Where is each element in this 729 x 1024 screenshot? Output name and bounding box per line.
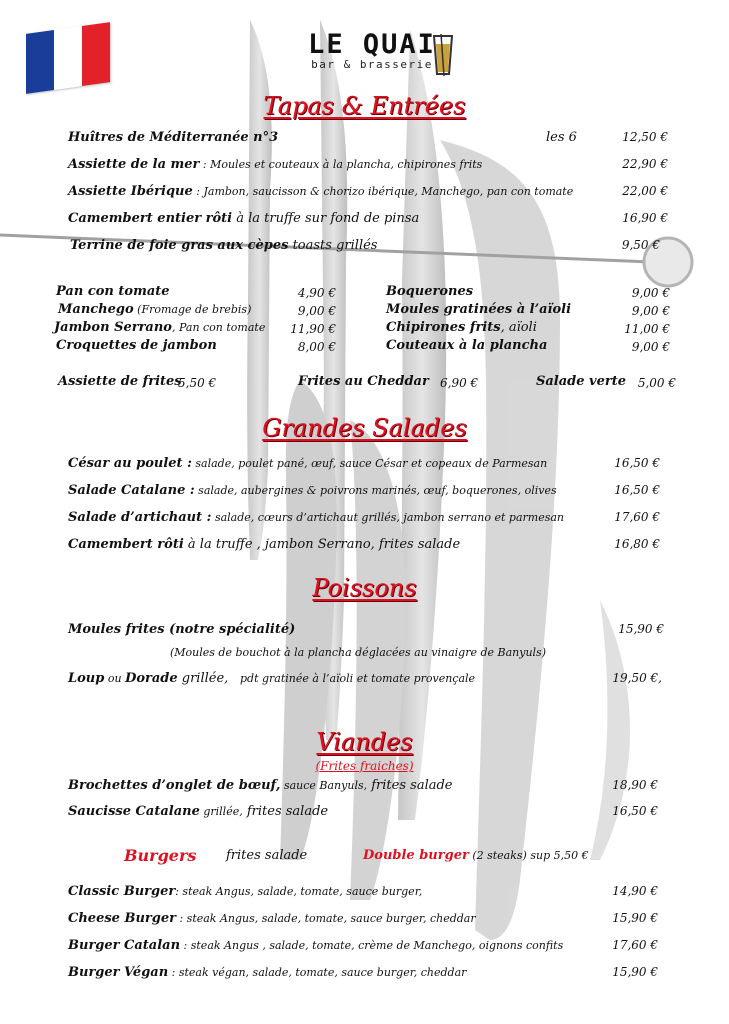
item-name: Camembert entier rôti	[68, 211, 233, 226]
item-desc: grillée,	[199, 805, 243, 818]
item-note: , aïoli	[500, 320, 537, 335]
item-name: Assiette Ibérique	[68, 184, 193, 199]
item-price: 17,60 €	[614, 510, 660, 524]
item-desc: salade, poulet pané, œuf, sauce César et copeaux de Parmesan	[191, 457, 548, 470]
item-price: 14,90 €	[612, 884, 658, 898]
small-item-boquerones	[386, 284, 473, 299]
item-name: Couteaux à la plancha	[386, 338, 548, 353]
item-grillee: grillée,	[177, 671, 229, 686]
menu-item-salade-artichaut	[68, 510, 660, 530]
section-title-poissons: Poissons	[312, 574, 417, 602]
menu-item-huitres	[68, 130, 668, 150]
item-desc2: frites salade	[367, 778, 453, 793]
small-item-couteaux	[386, 338, 547, 353]
item-name: Frites au Cheddar	[298, 374, 429, 389]
item-price: 9,00 €	[631, 286, 670, 300]
menu-item-salade-catalane	[68, 483, 660, 503]
item-name: Camembert rôti	[68, 537, 184, 552]
item-name: Assiette de frites	[58, 374, 182, 389]
section-title-salades: Grandes Salades	[262, 414, 467, 442]
side-item-salade-verte	[536, 374, 626, 389]
item-name: Saucisse Catalane	[68, 804, 200, 819]
section-subtitle-frites: (Frites fraiches)	[315, 759, 414, 773]
item-name: Chipirones frits	[386, 320, 501, 335]
item-price: 22,00 €	[622, 184, 668, 198]
item-name: Salade Catalane :	[68, 483, 195, 498]
item-desc: toasts grillés	[288, 238, 378, 253]
item-name-dorade: Dorade	[125, 671, 178, 686]
item-price: 16,50 €	[612, 804, 658, 818]
item-price: 5,50 €	[178, 376, 217, 390]
section-title-viandes: Viandes	[316, 728, 413, 756]
item-desc: : steak Angus, salade, tomate, sauce burger, cheddar	[175, 912, 476, 925]
item-price: 16,50 €	[614, 456, 660, 470]
small-item-chipirones	[386, 320, 537, 335]
menu-item-saucisse	[68, 804, 658, 824]
item-price: 5,00 €	[637, 376, 676, 390]
item-desc: : steak végan, salade, tomate, sauce burger, cheddar	[168, 966, 467, 979]
item-price: 16,90 €	[622, 211, 668, 225]
item-desc: : Jambon, saucisson & chorizo ibérique, Manchego, pan con tomate	[192, 185, 574, 198]
item-desc: à la truffe , jambon Serrano, frites salade	[183, 537, 461, 552]
double-burger-name: Double burger	[363, 848, 469, 863]
small-item-manchego	[58, 302, 251, 317]
item-price: 15,90 €	[612, 911, 658, 925]
item-name: Moules gratinées à l’aïoli	[386, 302, 572, 317]
item-price: 9,00 €	[631, 304, 670, 318]
section-title-burgers: Burgers	[124, 846, 197, 865]
item-desc: : steak Angus, salade, tomate, sauce burger,	[175, 885, 423, 898]
item-name: Cheese Burger	[68, 911, 176, 926]
side-item-frites-cheddar	[298, 374, 429, 389]
item-price: 19,50 €,	[612, 671, 662, 685]
flag-blue-stripe	[26, 30, 54, 94]
double-burger-supplement: (2 steaks) sup 5,50 €	[468, 849, 589, 862]
item-price: 9,00 €	[631, 340, 670, 354]
small-item-moules-gratinees	[386, 302, 571, 317]
item-price: 11,00 €	[624, 322, 670, 336]
item-price: 22,90 €	[622, 157, 668, 171]
item-name: Brochettes d’onglet de bœuf,	[68, 778, 281, 793]
menu-item-classic-burger	[68, 884, 658, 904]
item-price: 15,90 €	[612, 965, 658, 979]
menu-item-moules-frites	[68, 622, 664, 642]
item-name: Salade d’artichaut :	[68, 510, 212, 525]
side-item-frites	[58, 374, 182, 389]
item-special: (notre spécialité)	[164, 622, 296, 637]
item-price: 18,90 €	[612, 778, 658, 792]
menu-item-cesar	[68, 456, 660, 476]
menu-item-loup-dorade	[68, 671, 662, 691]
item-desc: sauce Banyuls,	[280, 779, 368, 792]
burgers-subtitle: frites salade	[226, 848, 308, 863]
item-name: Burger Catalan	[68, 938, 181, 953]
item-price: 17,60 €	[612, 938, 658, 952]
item-name: Moules frites	[68, 622, 165, 637]
menu-item-burger-catalan	[68, 938, 658, 958]
item-name: Burger Végan	[68, 965, 169, 980]
item-name: Manchego	[58, 302, 134, 317]
item-price: 9,00 €	[297, 304, 336, 318]
menu-item-assiette-iberique	[68, 184, 668, 204]
small-item-jambon-serrano	[54, 320, 265, 335]
item-desc: salade, cœurs d’artichaut grillés, jambon serrano et parmesan	[211, 511, 565, 524]
section-title-tapas: Tapas & Entrées	[263, 92, 466, 120]
item-desc: à la truffe sur fond de pinsa	[232, 211, 420, 226]
item-note: (Fromage de brebis)	[133, 303, 252, 316]
item-desc2: frites salade	[242, 804, 329, 819]
item-price: 6,90 €	[440, 376, 479, 390]
item-price: 15,90 €	[618, 622, 664, 636]
item-name: César au poulet :	[68, 456, 192, 471]
item-name: Pan con tomate	[56, 284, 170, 299]
item-price: 9,50 €	[621, 238, 660, 252]
menu-item-burger-vegan	[68, 965, 658, 985]
menu-item-assiette-mer	[68, 157, 668, 177]
item-name: Croquettes de jambon	[56, 338, 217, 353]
beer-glass-icon	[430, 32, 456, 78]
item-name: Boquerones	[386, 284, 474, 299]
item-price: 11,90 €	[290, 322, 336, 336]
double-burger-note	[363, 848, 589, 863]
item-desc: pdt gratinée à l’aïoli et tomate provençale	[240, 672, 476, 685]
item-name: Jambon Serrano	[54, 320, 172, 335]
item-name: Terrine de foie gras aux cèpes	[70, 238, 289, 253]
flag-red-stripe	[82, 22, 110, 86]
small-item-croquettes	[56, 338, 217, 353]
menu-item-cheese-burger	[68, 911, 658, 931]
flag-white-stripe	[54, 26, 82, 90]
item-price: 8,00 €	[297, 340, 336, 354]
menu-item-camembert-roti	[68, 537, 660, 557]
logo-title: LE QUAI	[308, 29, 436, 60]
item-desc: : Moules et couteaux à la plancha, chipirones frits	[199, 158, 483, 171]
item-name: Assiette de la mer	[68, 157, 200, 172]
item-note-moules: (Moules de bouchot à la plancha déglacées au vinaigre de Banyuls)	[170, 646, 546, 659]
item-or: ou	[104, 672, 126, 685]
menu-item-camembert-entier	[68, 211, 668, 231]
item-qty: les 6	[546, 130, 577, 145]
item-name: Salade verte	[536, 374, 627, 389]
item-note: , Pan con tomate	[171, 321, 266, 334]
item-price: 16,80 €	[614, 537, 660, 551]
item-name: Classic Burger	[68, 884, 176, 899]
menu-item-terrine	[70, 238, 660, 258]
item-price: 16,50 €	[614, 483, 660, 497]
item-desc: : steak Angus , salade, tomate, crème de Manchego, oignons confits	[180, 939, 564, 952]
item-price: 12,50 €	[622, 130, 668, 144]
small-item-pan-con-tomate	[56, 284, 170, 299]
item-desc: salade, aubergines & poivrons marinés, œuf, boquerones, olives	[194, 484, 557, 497]
french-flag-icon	[26, 22, 110, 94]
item-name: Huîtres de Méditerranée n°3	[68, 130, 279, 145]
item-price: 4,90 €	[297, 286, 336, 300]
item-name-loup: Loup	[68, 671, 105, 686]
menu-item-brochettes	[68, 778, 658, 798]
logo-subtitle: bar & brasserie	[311, 58, 433, 71]
